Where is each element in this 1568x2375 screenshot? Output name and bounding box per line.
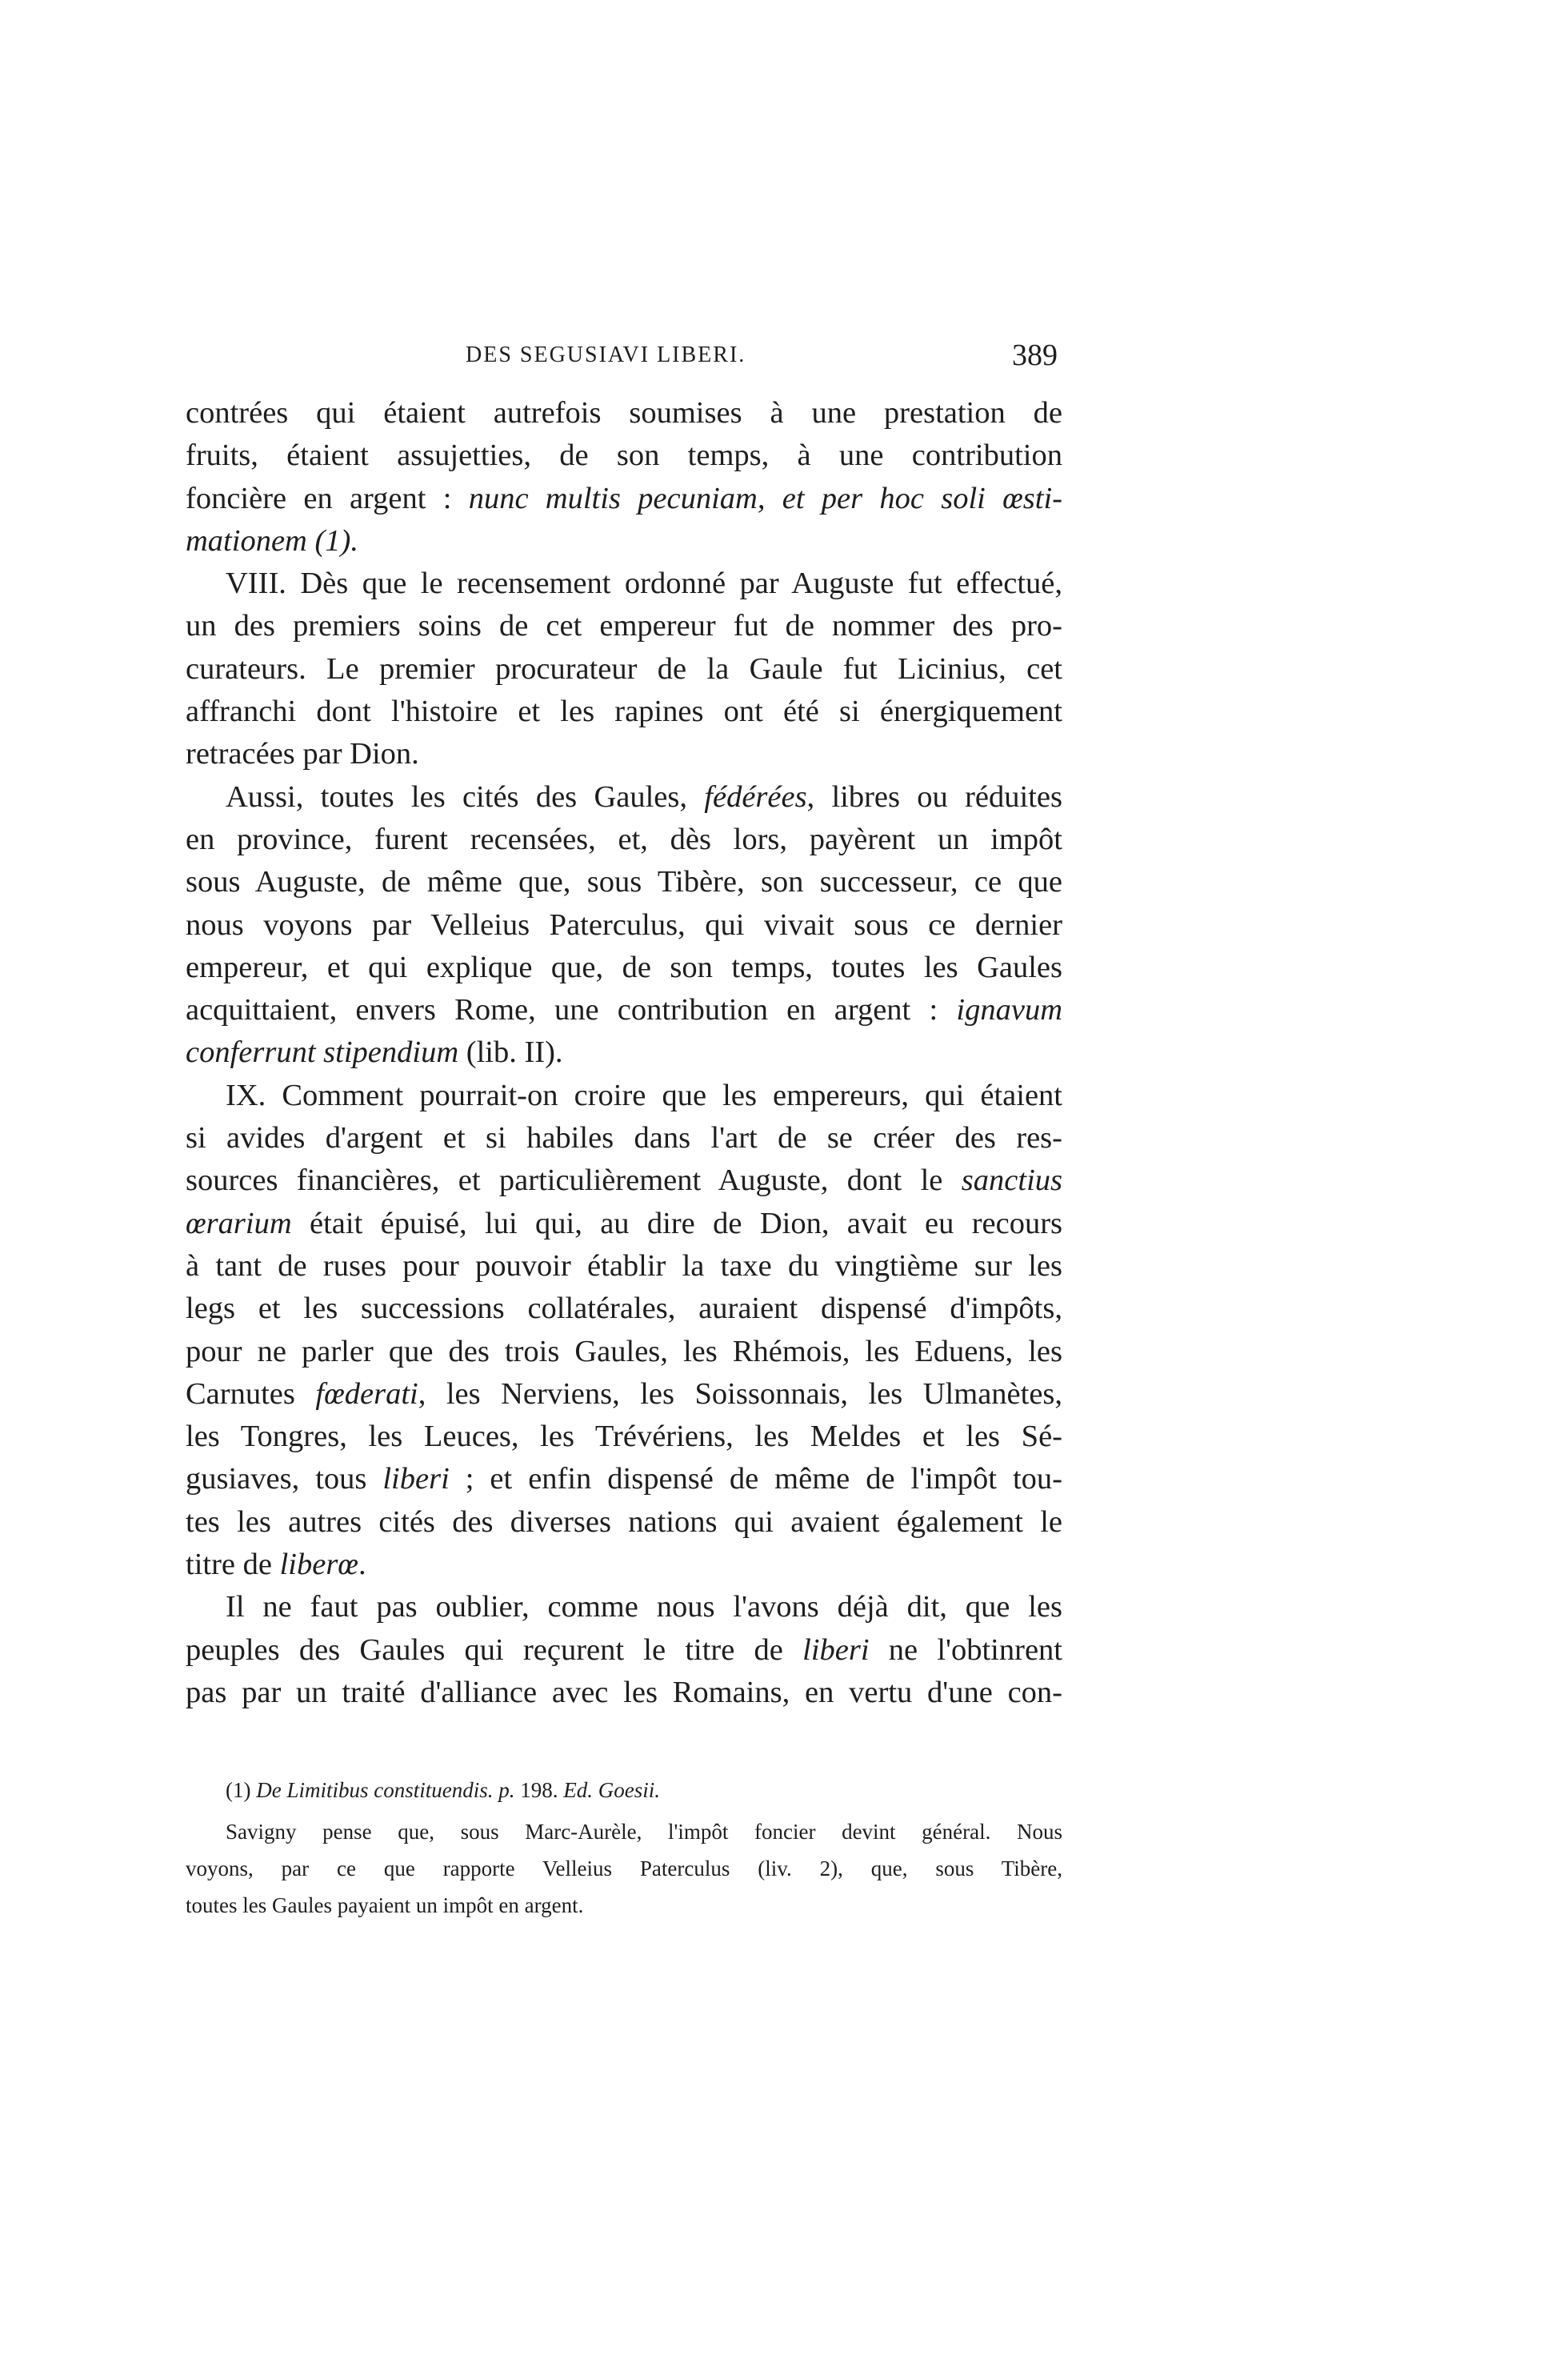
text-line: conferrunt stipendium (lib. II). — [186, 1035, 563, 1070]
text-line: empereur, et qui explique que, de son temps, toutes les Gaules — [186, 950, 1062, 984]
text-line: legs et les successions collatérales, auraient dispensé d'impôts, — [186, 1292, 1062, 1326]
text-line: affranchi dont l'histoire et les rapines ont été si énergiquement — [186, 695, 1062, 729]
text-line: acquittaient, envers Rome, une contribution en argent : ignavum — [186, 993, 1062, 1027]
page-number: 389 — [1012, 338, 1058, 372]
footnote-line: toutes les Gaules payaient un impôt en argent. — [186, 1893, 584, 1917]
text-line: titre de liberœ. — [186, 1548, 366, 1582]
footnote-line: Savigny pense que, sous Marc-Aurèle, l'impôt foncier devint général. Nous — [226, 1820, 1062, 1844]
text-line: foncière en argent : nunc multis pecuniam, et per hoc soli œsti- — [186, 481, 1062, 515]
text-line: en province, furent recensées, et, dès lors, payèrent un impôt — [186, 822, 1062, 856]
text-line: IX. Comment pourrait-on croire que les empereurs, qui étaient — [226, 1078, 1062, 1112]
footnote-line: voyons, par ce que rapporte Velleius Paterculus (liv. 2), que, sous Tibère, — [186, 1856, 1062, 1880]
text-line: retracées par Dion. — [186, 737, 419, 771]
main-text — [186, 392, 1062, 1714]
text-line: peuples des Gaules qui reçurent le titre de liberi ne l'obtinrent — [186, 1632, 1062, 1667]
text-line: œrarium était épuisé, lui qui, au dire de Dion, avait eu recours — [186, 1206, 1062, 1240]
text-line: les Tongres, les Leuces, les Trévériens, les Meldes et les Sé- — [186, 1420, 1062, 1454]
running-head: DES SEGUSIAVI LIBERI. — [466, 342, 746, 367]
text-line: fruits, étaient assujetties, de son temps, à une contribution — [186, 439, 1062, 473]
text-line: VIII. Dès que le recensement ordonné par Auguste fut effectué, — [226, 567, 1062, 601]
text-line: si avides d'argent et si habiles dans l'art de se créer des res- — [186, 1121, 1062, 1155]
text-line: sources financières, et particulièrement Auguste, dont le sanctius — [186, 1163, 1062, 1198]
text-line: tes les autres cités des diverses nations qui avaient également le — [186, 1504, 1062, 1539]
text-line: curateurs. Le premier procurateur de la Gaule fut Licinius, cet — [186, 651, 1062, 686]
text-line: nous voyons par Velleius Paterculus, qui vivait sous ce dernier — [186, 907, 1062, 942]
footnotes — [186, 1772, 1062, 1924]
text-line: pas par un traité d'alliance avec les Romains, en vertu d'une con- — [186, 1675, 1062, 1709]
text-line: pour ne parler que des trois Gaules, les Rhémois, les Eduens, les — [186, 1334, 1062, 1368]
footnote: (1) De Limitibus constituendis. p. 198. Ed. Goesii. — [226, 1778, 660, 1802]
text-line: à tant de ruses pour pouvoir établir la taxe du vingtième sur les — [186, 1248, 1062, 1283]
text-line: un des premiers soins de cet empereur fut de nommer des pro- — [186, 609, 1062, 643]
text-line: sous Auguste, de même que, sous Tibère, son successeur, ce que — [186, 865, 1062, 899]
text-line: contrées qui étaient autrefois soumises à une prestation de — [186, 396, 1062, 430]
text-line: Aussi, toutes les cités des Gaules, fédérées, libres ou réduites — [226, 779, 1062, 814]
page-header — [186, 338, 1062, 386]
text-line: gusiaves, tous liberi ; et enfin dispensé de même de l'impôt tou- — [186, 1462, 1062, 1496]
text-line: Carnutes fœderati, les Nerviens, les Soissonnais, les Ulmanètes, — [186, 1376, 1063, 1411]
text-line: Il ne faut pas oublier, comme nous l'avons déjà dit, que les — [226, 1590, 1062, 1624]
text-line: mationem (1). — [186, 523, 358, 558]
